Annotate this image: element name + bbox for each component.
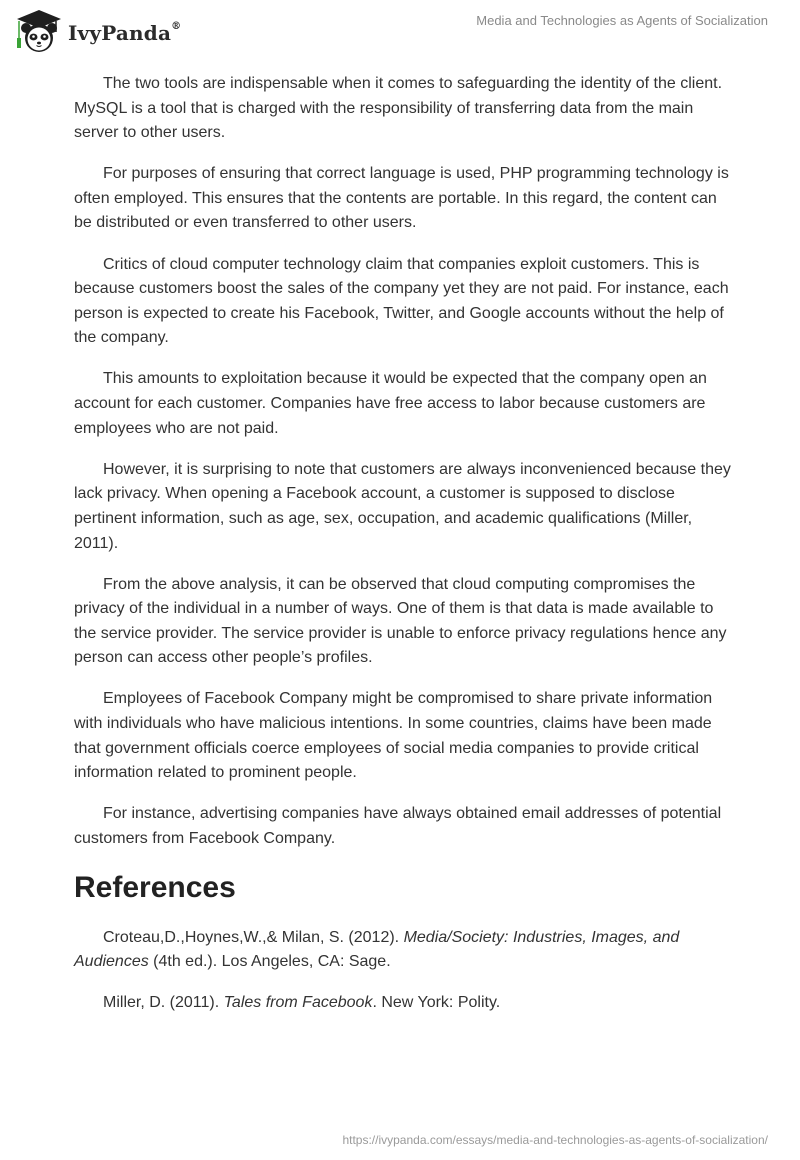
body-paragraph: Critics of cloud computer technology claim that companies exploit customers. This is because customers boost the sales of the company yet they are not paid. For instance, each person is expected to create his Facebook, Twitter, and Google accounts without the help of the company. (74, 255, 729, 347)
panda-graduate-icon (14, 8, 64, 54)
brand-name: IvyPanda® (68, 21, 182, 45)
body-paragraph: The two tools are indispensable when it comes to safeguarding the identity of the client. MySQL is a tool that is charged with the responsibility of transferring data from the main server to other users. (74, 75, 723, 142)
references-heading: References (74, 870, 236, 904)
body-paragraph: This amounts to exploitation because it would be expected that the company open an account for each customer. Companies have free access to labor because customers are employees who are not paid. (74, 370, 707, 437)
page-header (0, 0, 800, 60)
essay-body (74, 72, 734, 1032)
body-paragraph: However, it is surprising to note that customers are always inconvenienced because they lack privacy. When opening a Facebook account, a customer is supposed to disclose pertinent information, such as age, sex, occupation, and academic qualifications (Miller, 2011). (74, 460, 731, 552)
reference-entry: Miller, D. (2011). Tales from Facebook. New York: Polity. (103, 994, 501, 1012)
reference-title: Media/Society: Industries, Images, and Audiences (74, 928, 680, 971)
body-paragraph: For purposes of ensuring that correct language is used, PHP programming technology is often employed. This ensures that the contents are portable. In this regard, the content can be distributed or even transferred to other users. (74, 165, 729, 232)
document-title: Media and Technologies as Agents of Socialization (476, 13, 768, 28)
ivypanda-logo[interactable] (14, 8, 181, 54)
reference-entry: Croteau,D.,Hoynes,W.,& Milan, S. (2012). Media/Society: Industries, Images, and Audiences (4th ed.). Los Angeles, CA: Sage. (74, 928, 680, 971)
body-paragraph: Employees of Facebook Company might be compromised to share private information with individuals who have malicious intentions. In some countries, claims have been made that government officials coerce employees of social media companies to provide critical information related to prominent people. (74, 690, 713, 782)
reference-title: Tales from Facebook (223, 994, 373, 1012)
body-paragraph: From the above analysis, it can be observed that cloud computing compromises the privacy of the individual in a number of ways. One of them is that data is made available to the service provider. The service provider is unable to enforce privacy regulations hence any person can access other people’s profiles. (74, 575, 727, 667)
source-url[interactable]: https://ivypanda.com/essays/media-and-technologies-as-agents-of-socialization/ (342, 1133, 768, 1147)
registered-mark: ® (171, 21, 182, 33)
body-paragraph: For instance, advertising companies have always obtained email addresses of potential customers from Facebook Company. (74, 805, 722, 847)
